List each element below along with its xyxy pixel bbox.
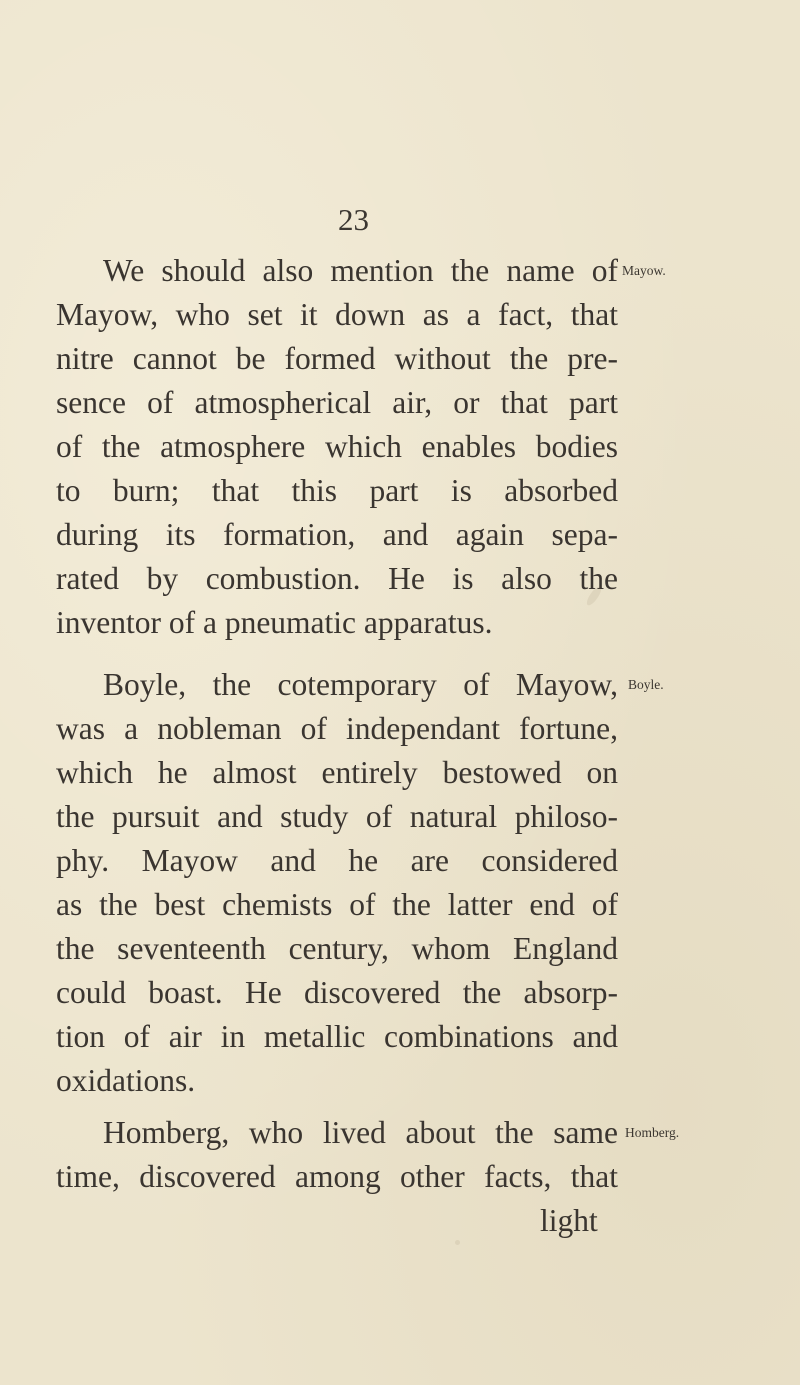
paragraph-line: We should also mention the name of — [103, 253, 618, 288]
margin-note-homberg: Homberg. — [625, 1125, 680, 1140]
margin-note-mayow: Mayow. — [622, 263, 666, 278]
paragraph-line: Homberg, who lived about the same — [103, 1115, 618, 1150]
paragraph-line: of the atmosphere which enables bodies — [56, 429, 618, 464]
paragraph-line: the pursuit and study of natural philoso- — [56, 799, 618, 834]
paragraph-line: could boast. He discovered the absorp- — [56, 975, 618, 1010]
paragraph-line: which he almost entirely bestowed on — [56, 755, 618, 790]
paragraph-line: to burn; that this part is absorbed — [56, 473, 618, 508]
catchword: light — [540, 1203, 598, 1238]
paragraph-line: rated by combustion. He is also the — [56, 561, 618, 596]
paragraph-line: tion of air in metallic combinations and — [56, 1019, 618, 1054]
margin-note-boyle: Boyle. — [628, 677, 664, 692]
paragraph-line: inventor of a pneumatic apparatus. — [56, 605, 493, 640]
paragraph-line: as the best chemists of the latter end of — [56, 887, 618, 922]
paper-blemish — [455, 1240, 460, 1245]
paragraph-line: Boyle, the cotemporary of Mayow, — [103, 667, 618, 702]
paragraph-line: nitre cannot be formed without the pre- — [56, 341, 618, 376]
paragraph-line: during its formation, and again sepa- — [56, 517, 618, 552]
paragraph-line: phy. Mayow and he are considered — [56, 843, 618, 878]
paragraph-line: oxidations. — [56, 1063, 196, 1098]
paragraph-line: Mayow, who set it down as a fact, that — [56, 297, 618, 332]
page-number: 23 — [338, 202, 369, 237]
paragraph-line: was a nobleman of independant fortune, — [56, 711, 618, 746]
paragraph-line: time, discovered among other facts, that — [56, 1159, 618, 1194]
paragraph-line: sence of atmospherical air, or that part — [56, 385, 618, 420]
paragraph-line: the seventeenth century, whom England — [56, 931, 618, 966]
